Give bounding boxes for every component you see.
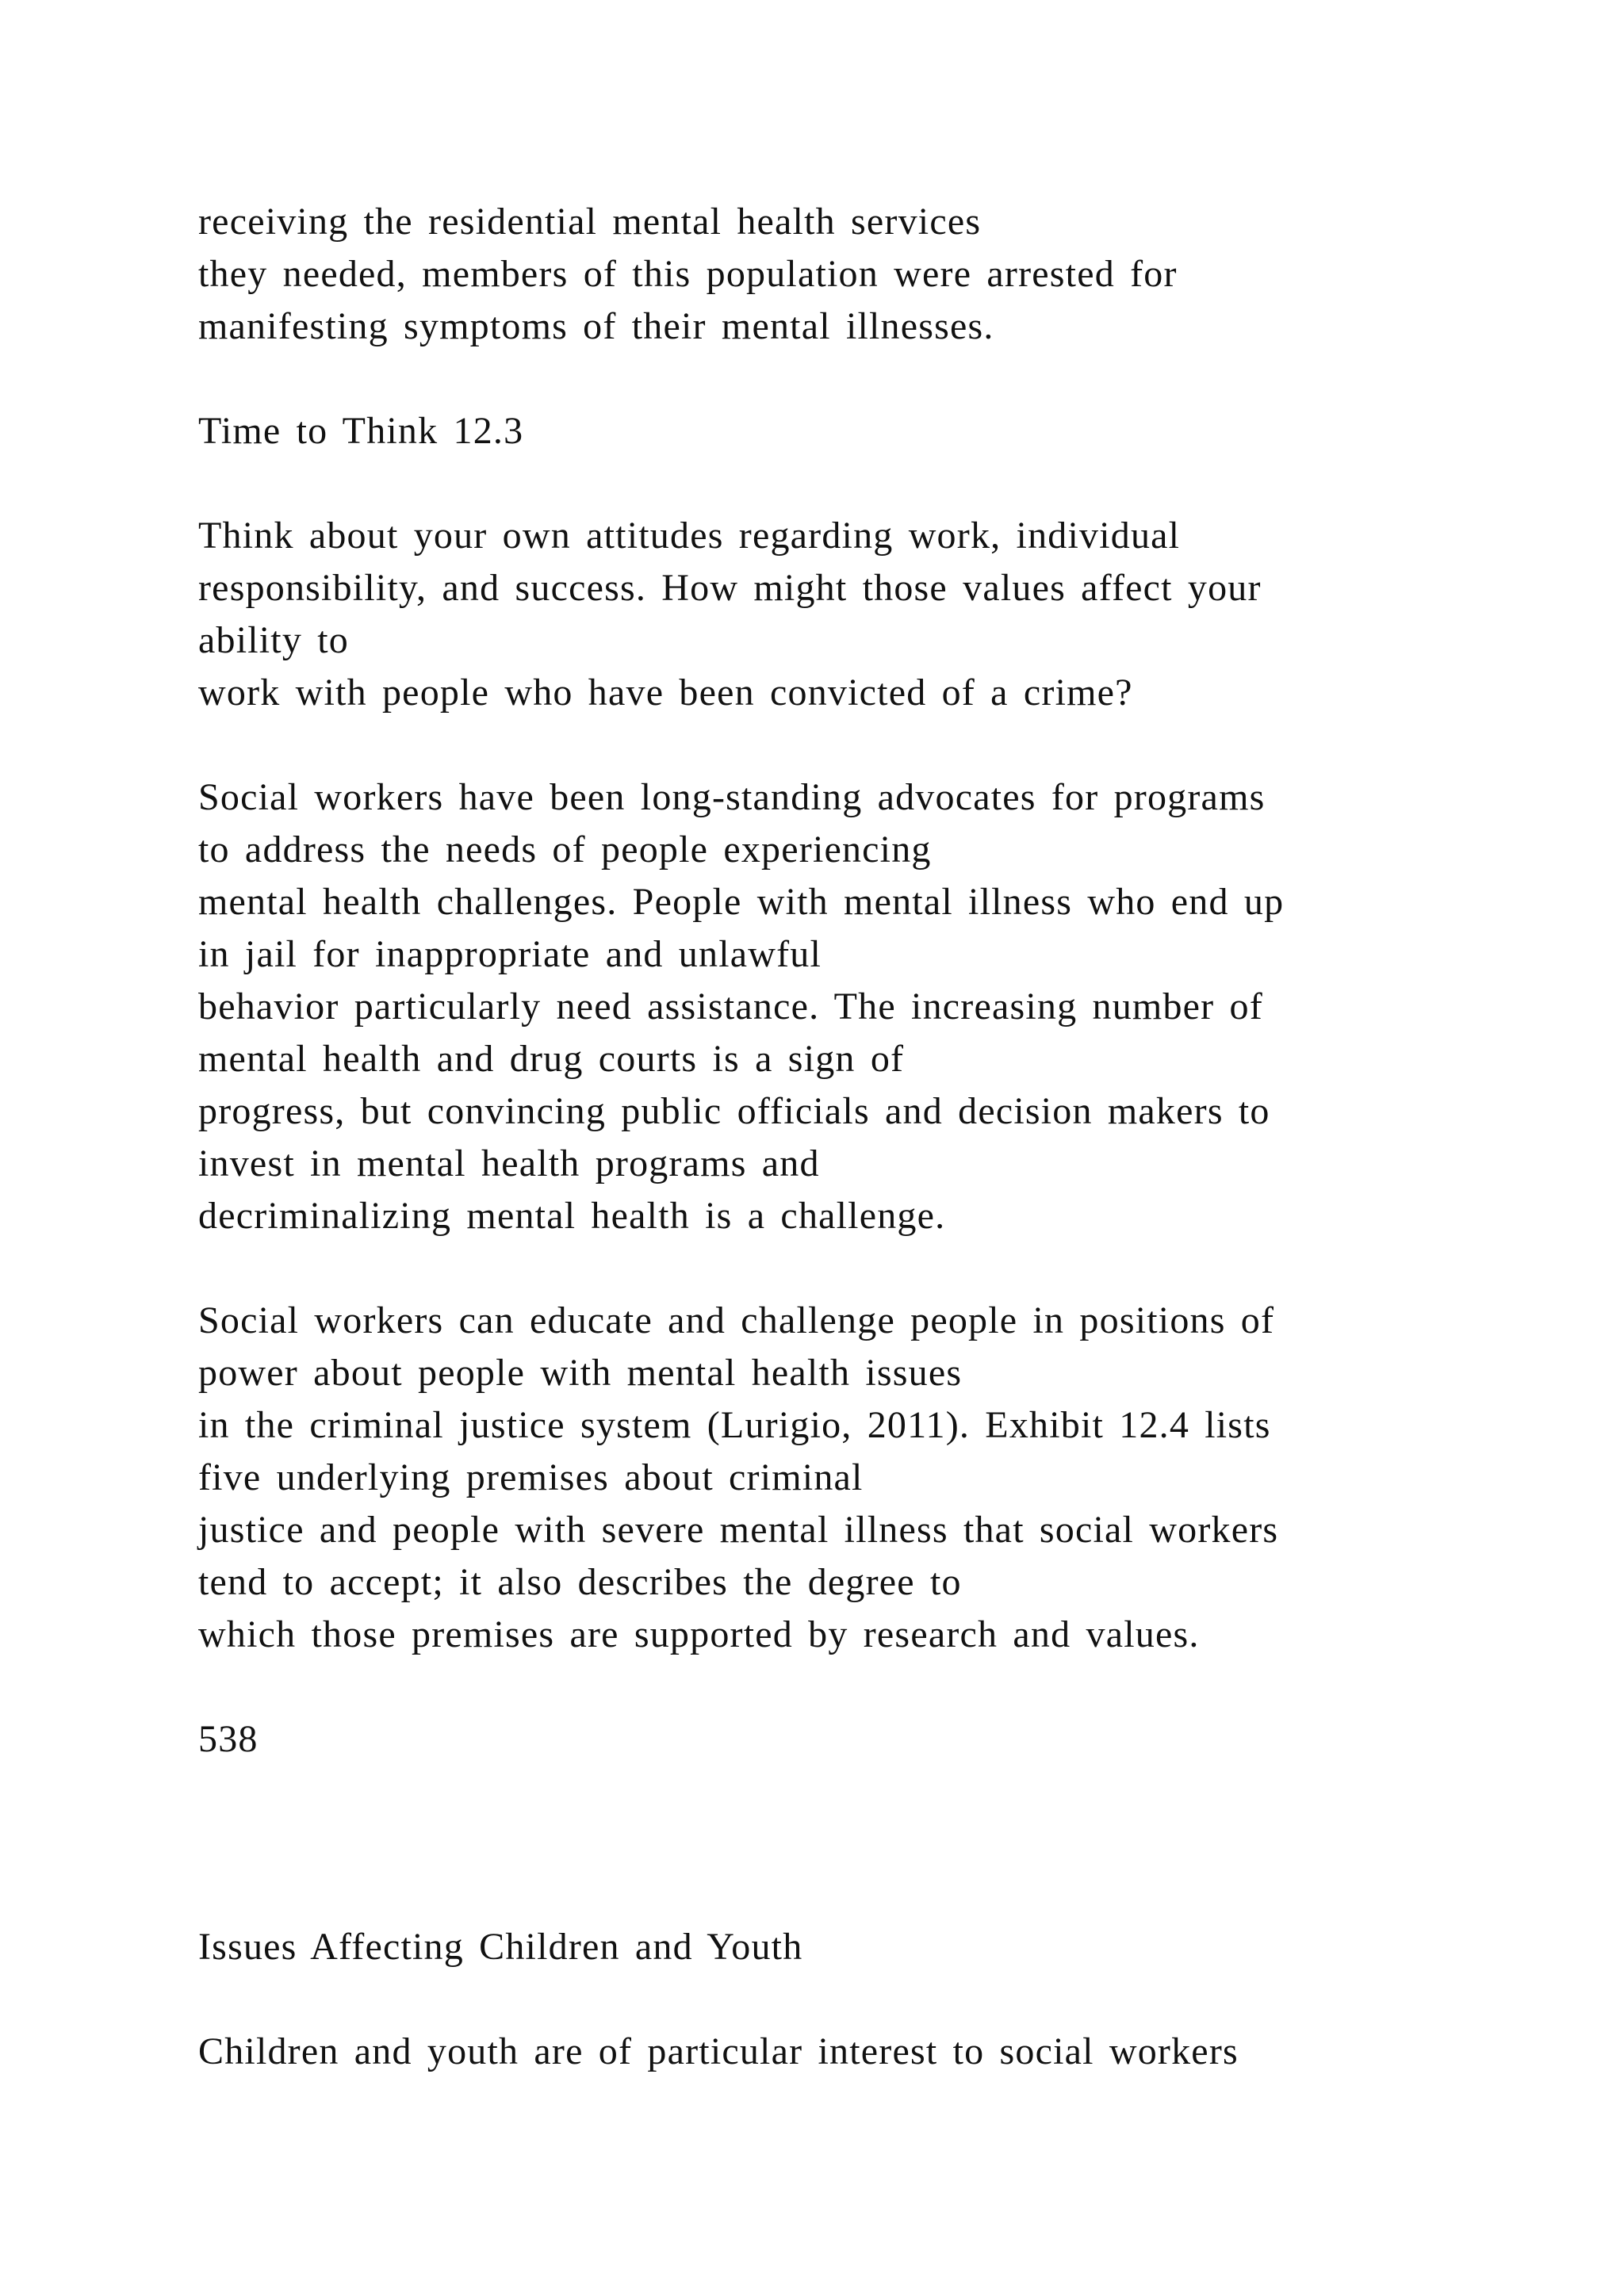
paragraph-line: they needed, members of this population were arrested for [198,253,1178,295]
paragraph-line: power about people with mental health issues [198,1352,963,1394]
paragraph-line: to address the needs of people experiencing [198,828,932,871]
paragraph-line: receiving the residential mental health services [198,201,982,243]
paragraph-line: in the criminal justice system (Lurigio, 2011). Exhibit 12.4 lists [198,1404,1271,1446]
paragraph-line: decriminalizing mental health is a challenge. [198,1195,946,1237]
paragraph-line: work with people who have been convicted of a crime? [198,672,1133,714]
paragraph-line: Children and youth are of particular interest to social workers [198,2030,1239,2072]
paragraph-line: ability to [198,619,349,661]
paragraph-line: Social workers have been long-standing advocates for programs [198,776,1266,818]
paragraph-line: mental health challenges. People with mental illness who end up [198,881,1285,923]
paragraph-line: manifesting symptoms of their mental illnesses. [198,305,994,347]
paragraph-line: five underlying premises about criminal [198,1456,864,1498]
paragraph-line: Think about your own attitudes regarding work, individual [198,515,1181,557]
paragraph-line: behavior particularly need assistance. The increasing number of [198,985,1263,1027]
paragraph-line: invest in mental health programs and [198,1142,820,1184]
paragraph-line: Social workers can educate and challenge people in positions of [198,1299,1275,1341]
paragraph-line: responsibility, and success. How might those values affect your [198,567,1262,609]
paragraph-line: justice and people with severe mental illness that social workers [198,1509,1279,1551]
paragraph-line: which those premises are supported by research and values. [198,1613,1200,1655]
page-number: 538 [198,1718,259,1760]
paragraph-line: in jail for inappropriate and unlawful [198,933,822,975]
section-heading: Issues Affecting Children and Youth [198,1926,803,1968]
paragraph-line: progress, but convincing public officials and decision makers to [198,1090,1270,1132]
paragraph-line: tend to accept; it also describes the degree to [198,1561,962,1603]
paragraph-line: mental health and drug courts is a sign of [198,1038,905,1080]
box-heading: Time to Think 12.3 [198,410,524,452]
